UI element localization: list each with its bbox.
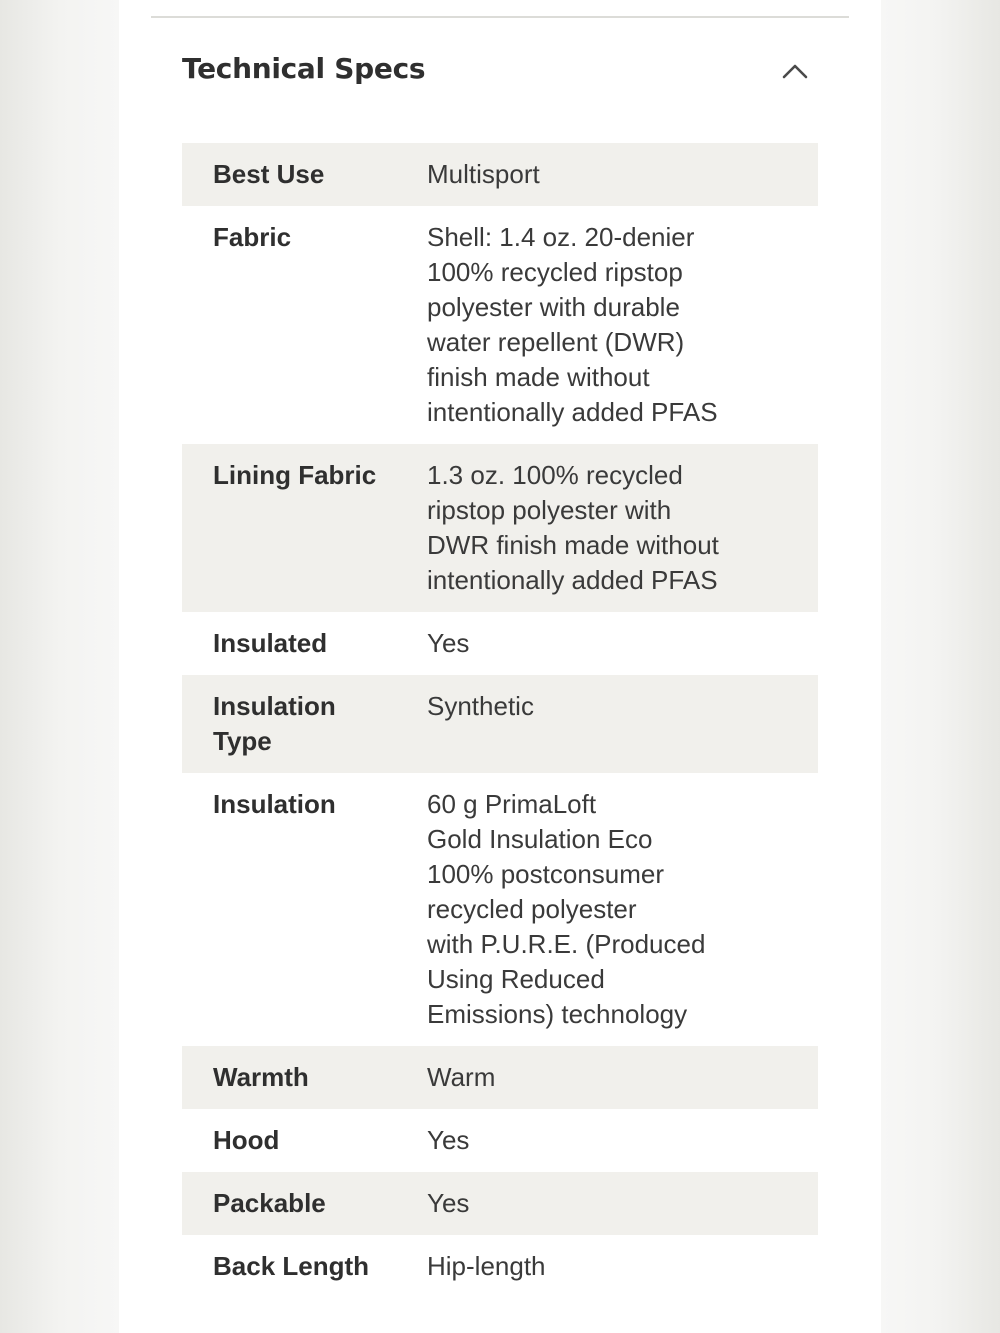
spec-label-line: Fabric [213, 222, 292, 252]
spec-row [182, 675, 818, 773]
spec-label-line: Packable [213, 1188, 326, 1218]
spec-row [182, 143, 818, 206]
spec-label [182, 458, 427, 598]
spec-value [427, 458, 818, 598]
spec-label [182, 1186, 427, 1221]
spec-label [182, 1249, 427, 1284]
spec-value-line: Emissions) technology [427, 999, 688, 1029]
spec-value-line: with P.U.R.E. (Produced [427, 929, 706, 959]
spec-value-line: 100% postconsumer [427, 859, 665, 889]
spec-row [182, 206, 818, 444]
spec-value [427, 157, 818, 192]
section-divider [151, 16, 849, 18]
technical-specs-accordion-header[interactable] [151, 40, 849, 110]
spec-value-line: intentionally added PFAS [427, 397, 718, 427]
spec-value-line: Multisport [427, 159, 540, 189]
spec-row [182, 1172, 818, 1235]
spec-label [182, 626, 427, 661]
spec-value [427, 689, 818, 759]
spec-row [182, 612, 818, 675]
technical-specs-panel [119, 0, 881, 1333]
specs-table [182, 143, 818, 1298]
spec-label-line: Warmth [213, 1062, 309, 1092]
spec-row [182, 773, 818, 1046]
spec-label-line: Type [213, 726, 272, 756]
spec-value-line: 60 g PrimaLoft [427, 789, 597, 819]
chevron-up-icon[interactable] [780, 60, 810, 82]
spec-label [182, 1060, 427, 1095]
spec-label-line: Insulation [213, 691, 336, 721]
spec-row [182, 444, 818, 612]
spec-value-line: Hip-length [427, 1251, 546, 1281]
spec-value-line: Yes [427, 1188, 470, 1218]
spec-row [182, 1235, 818, 1298]
spec-label [182, 220, 427, 430]
spec-value-line: Warm [427, 1062, 496, 1092]
spec-value [427, 1123, 818, 1158]
spec-value [427, 626, 818, 661]
spec-value [427, 1249, 818, 1284]
spec-value [427, 787, 818, 1032]
spec-label [182, 157, 427, 192]
spec-label-line: Insulation [213, 789, 336, 819]
spec-label-line: Best Use [213, 159, 325, 189]
spec-label [182, 787, 427, 1032]
spec-value-line: DWR finish made without [427, 530, 719, 560]
spec-value-line: Shell: 1.4 oz. 20-denier [427, 222, 695, 252]
spec-label-line: Insulated [213, 628, 328, 658]
spec-value-line: polyester with durable [427, 292, 680, 322]
spec-value-line: 100% recycled ripstop [427, 257, 683, 287]
spec-value-line: recycled polyester [427, 894, 637, 924]
spec-value [427, 1186, 818, 1221]
spec-row [182, 1109, 818, 1172]
spec-label [182, 1123, 427, 1158]
spec-label-line: Hood [213, 1125, 280, 1155]
spec-value-line: ripstop polyester with [427, 495, 672, 525]
spec-value-line: Gold Insulation Eco [427, 824, 653, 854]
section-title: Technical Specs [182, 52, 426, 85]
spec-value-line: finish made without [427, 362, 650, 392]
spec-value-line: Synthetic [427, 691, 534, 721]
spec-value-line: 1.3 oz. 100% recycled [427, 460, 683, 490]
spec-value-line: Yes [427, 1125, 470, 1155]
spec-row [182, 1046, 818, 1109]
spec-value [427, 220, 818, 430]
spec-value-line: water repellent (DWR) [427, 327, 685, 357]
spec-value [427, 1060, 818, 1095]
spec-label [182, 689, 427, 759]
spec-value-line: Using Reduced [427, 964, 605, 994]
spec-label-line: Lining Fabric [213, 460, 377, 490]
spec-label-line: Back Length [213, 1251, 370, 1281]
spec-value-line: Yes [427, 628, 470, 658]
spec-value-line: intentionally added PFAS [427, 565, 718, 595]
